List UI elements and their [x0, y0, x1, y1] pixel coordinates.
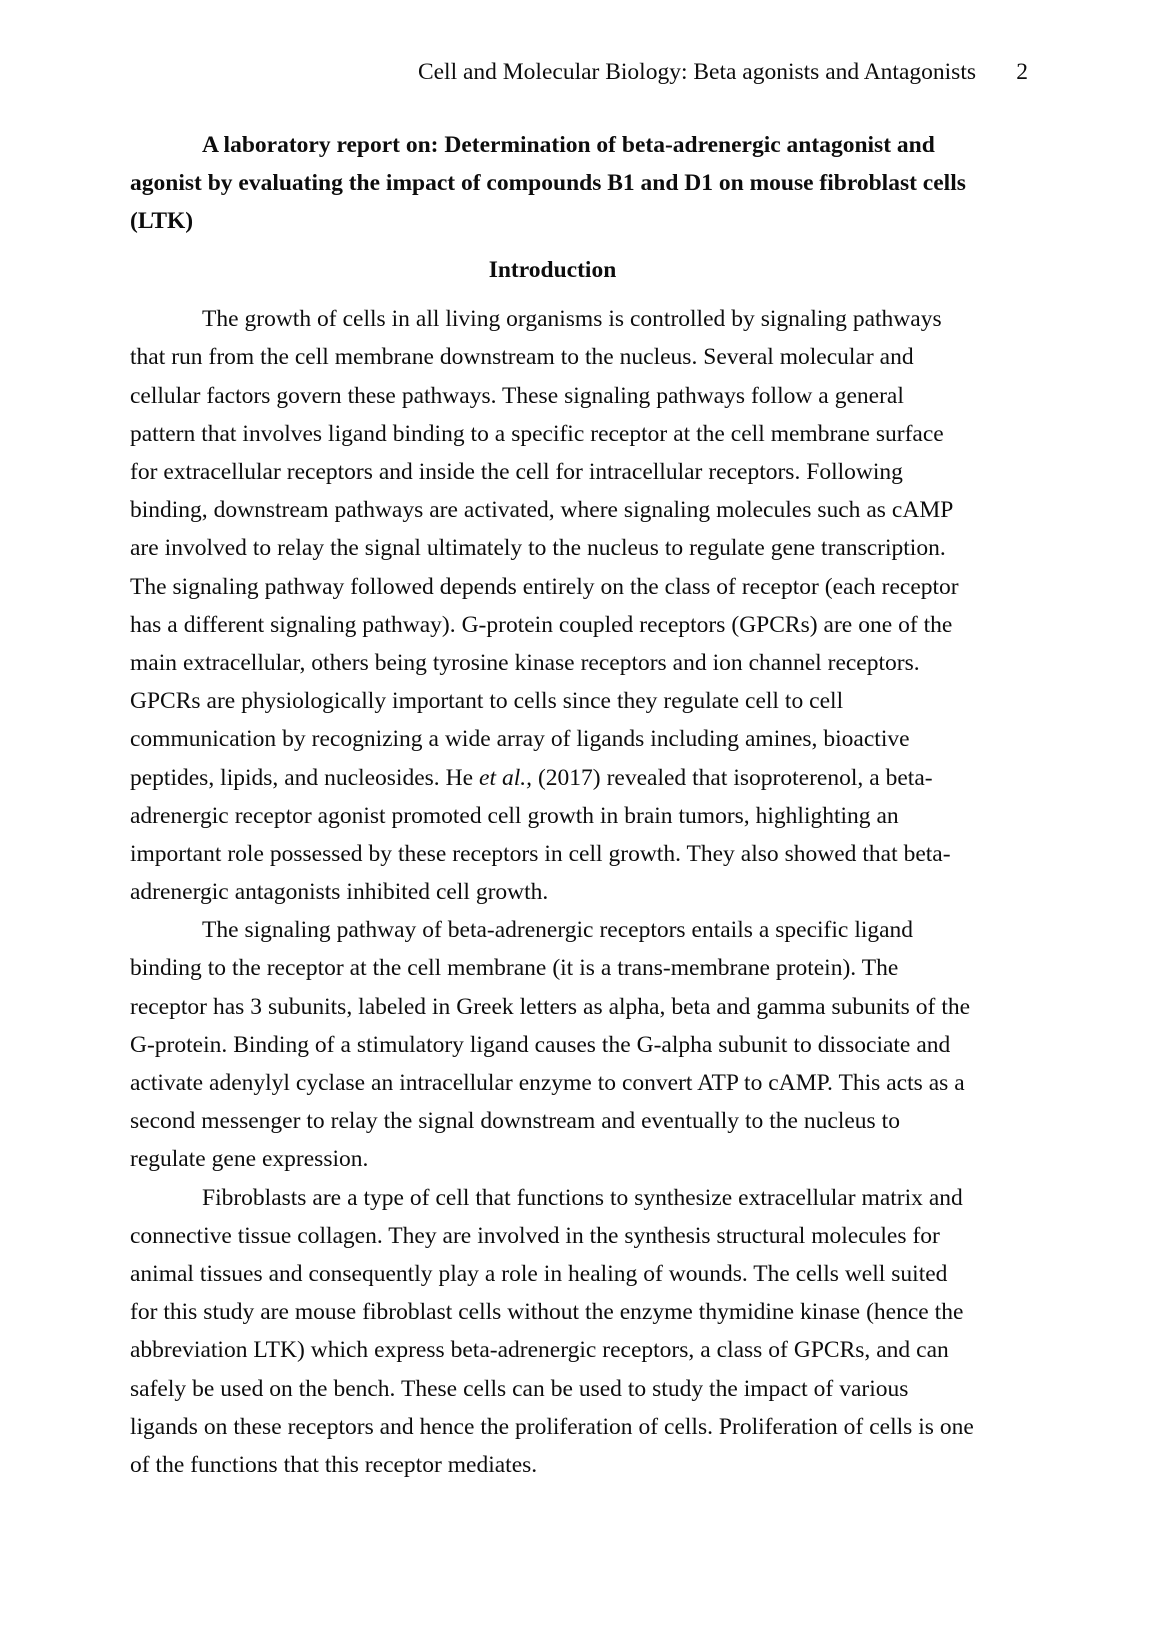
citation-et-al: et al.,: [479, 764, 532, 791]
running-header: [130, 58, 1028, 87]
paragraph-2: The signaling pathway of beta-adrenergic receptors entails a specific ligand binding to the receptor at the cell membrane (it is a trans-membrane protein). The receptor has 3 subunits, labeled in Greek letters as alpha, beta and gamma subunits of the G-protein. Binding of a stimulatory ligand causes the G-alpha subunit to dissociate and activate adenylyl cyclase an intracellular enzyme to convert ATP to cAMP. This acts as a second messenger to relay the signal downstream and eventually to the nucleus to regulate gene expression.: [130, 917, 971, 1173]
paragraph-1: [130, 300, 975, 911]
paragraph-1-text-a: The growth of cells in all living organisms is controlled by signaling pathways that run from the cell membrane downstream to the nucleus. Several molecular and cellular factors govern these pathways. These signaling pathways follow a general pattern that involves ligand binding to a specific receptor at the cell membrane surface for extracellular receptors and inside the cell for intracellular receptors. Following binding, downstream pathways are activated, where signaling molecules such as cAMP are involved to relay the signal ultimately to the nucleus to regulate gene transcription. The signaling pathway followed depends entirely on the class of receptor (each receptor has a different signaling pathway). G-protein coupled receptors (GPCRs) are one of the main extracellular, others being tyrosine kinase receptors and ion channel receptors. GPCRs are physiologically important to cells since they regulate cell to cell communication by recognizing a wide array of ligands including amines, bioactive peptides, lipids, and nucleosides. He: [130, 306, 959, 791]
paragraph-3: Fibroblasts are a type of cell that functions to synthesize extracellular matrix and connective tissue collagen. They are involved in the synthesis structural molecules for animal tissues and consequently play a role in healing of wounds. The cells well suited for this study are mouse fibroblast cells without the enzyme thymidine kinase (hence the abbreviation LTK) which express beta-adrenergic receptors, a class of GPCRs, and can safely be used on the bench. These cells can be used to study the impact of various ligands on these receptors and hence the proliferation of cells. Proliferation of cells is one of the functions that this receptor mediates.: [130, 1184, 974, 1478]
page-number: 2: [1016, 59, 1028, 85]
paragraph-1-text-b: (2017) revealed that isoproterenol, a beta-adrenergic receptor agonist promoted cell growth in brain tumors, highlighting an important role possessed by these receptors in cell growth. They also showed that beta-adrenergic antagonists inhibited cell growth.: [130, 764, 951, 906]
report-title: A laboratory report on: Determination of beta-adrenergic antagonist and agonist by evaluating the impact of compounds B1 and D1 on mouse fibroblast cells (LTK): [130, 132, 966, 235]
document-body: [130, 126, 975, 1484]
section-heading-introduction: Introduction: [488, 257, 617, 284]
running-header-title: Cell and Molecular Biology: Beta agonists and Antagonists: [417, 59, 976, 85]
